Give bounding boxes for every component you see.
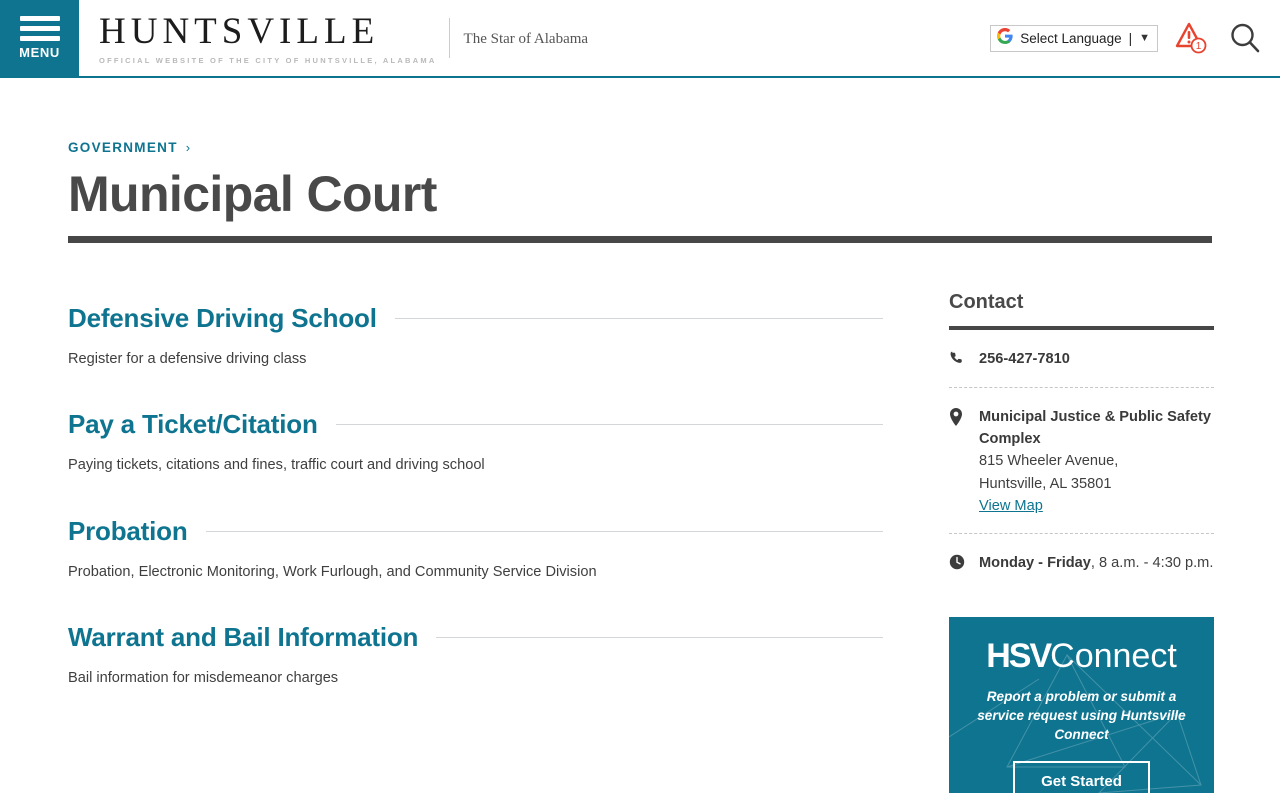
site-header <box>0 0 1280 78</box>
contact-location-name: Municipal Justice & Public Safety Complex <box>979 409 1211 448</box>
logo-subtitle: OFFICIAL WEBSITE OF THE CITY OF HUNTSVILLE, ALABAMA <box>99 56 437 65</box>
entry-description: Probation, Electronic Monitoring, Work Furlough, and Community Service Division <box>68 563 597 580</box>
language-selector-divider: | <box>1128 30 1133 46</box>
hsv-connect-logo-light: Connect <box>1050 636 1177 675</box>
hsv-connect-description: Report a problem or submit a service request using Huntsville Connect <box>977 688 1186 743</box>
contact-address-line-1: 815 Wheeler Avenue, <box>979 453 1119 470</box>
list-item <box>68 622 883 688</box>
phone-icon <box>949 348 965 371</box>
entry-header <box>68 409 883 440</box>
contact-address-row <box>949 388 1214 533</box>
link-defensive-driving-school[interactable]: Defensive Driving School <box>68 303 377 333</box>
contact-phone-number[interactable]: 256-427-7810 <box>979 351 1070 367</box>
contact-phone <box>979 348 1070 370</box>
contact-address <box>979 406 1214 517</box>
entry-header <box>68 516 883 547</box>
hamburger-icon <box>20 16 60 41</box>
entry-description: Register for a defensive driving class <box>68 351 307 367</box>
hsv-connect-logo-bold: HSV <box>986 636 1051 675</box>
site-logo[interactable] <box>79 0 990 76</box>
entry-rule <box>336 424 883 425</box>
chevron-down-icon: ▼ <box>1139 32 1150 44</box>
logo-divider <box>449 18 450 58</box>
alert-notification-button[interactable] <box>1174 20 1212 56</box>
chevron-right-icon: › <box>185 140 191 155</box>
search-button[interactable] <box>1228 21 1262 55</box>
menu-button-label: MENU <box>19 45 60 60</box>
entry-header <box>68 622 883 653</box>
contact-hours-time: , 8 a.m. - 4:30 p.m. <box>1090 554 1214 571</box>
logo-wordmark: HUNTSVILLE <box>99 11 380 52</box>
entry-rule <box>206 531 883 532</box>
sidebar <box>949 243 1214 793</box>
alert-badge-count: 1 <box>1195 41 1202 52</box>
clock-icon <box>949 552 965 575</box>
page-container <box>0 78 1280 793</box>
contact-heading: Contact <box>949 291 1024 313</box>
contact-hours-days: Monday - Friday <box>979 554 1091 571</box>
contact-phone-row <box>949 330 1214 387</box>
location-pin-icon <box>949 406 965 431</box>
link-pay-a-ticket-citation[interactable]: Pay a Ticket/Citation <box>68 409 318 440</box>
entry-description: Paying tickets, citations and fines, traffic court and driving school <box>68 457 485 474</box>
list-item <box>68 303 883 369</box>
contact-hours-row <box>949 534 1214 591</box>
entry-rule <box>436 637 883 638</box>
entry-header <box>68 303 883 334</box>
breadcrumb <box>68 78 1212 155</box>
language-selector-label: Select Language <box>1020 30 1122 46</box>
get-started-button[interactable]: Get Started <box>1013 761 1150 793</box>
page-title: Municipal Court <box>68 166 437 222</box>
entry-description: Bail information for misdemeanor charges <box>68 670 339 687</box>
logo-tagline: The Star of Alabama <box>463 30 589 47</box>
list-item <box>68 409 883 475</box>
contact-hours <box>979 552 1213 574</box>
google-g-icon <box>997 28 1013 48</box>
main-content <box>68 243 883 793</box>
view-map-link[interactable]: View Map <box>979 497 1043 514</box>
entry-rule <box>395 318 883 319</box>
content-columns <box>68 243 1212 793</box>
menu-button[interactable] <box>0 0 79 76</box>
hsv-connect-logo <box>967 636 1196 675</box>
breadcrumb-item-government[interactable]: GOVERNMENT <box>68 140 178 155</box>
link-probation[interactable]: Probation <box>68 515 188 546</box>
header-actions <box>990 0 1280 76</box>
page-title-rule <box>68 236 1212 243</box>
contact-address-line-2: Huntsville, AL 35801 <box>979 475 1112 492</box>
hsv-connect-promo[interactable] <box>949 617 1214 793</box>
list-item <box>68 516 883 582</box>
link-warrant-and-bail-information[interactable]: Warrant and Bail Information <box>68 622 419 653</box>
language-selector[interactable] <box>990 25 1158 52</box>
